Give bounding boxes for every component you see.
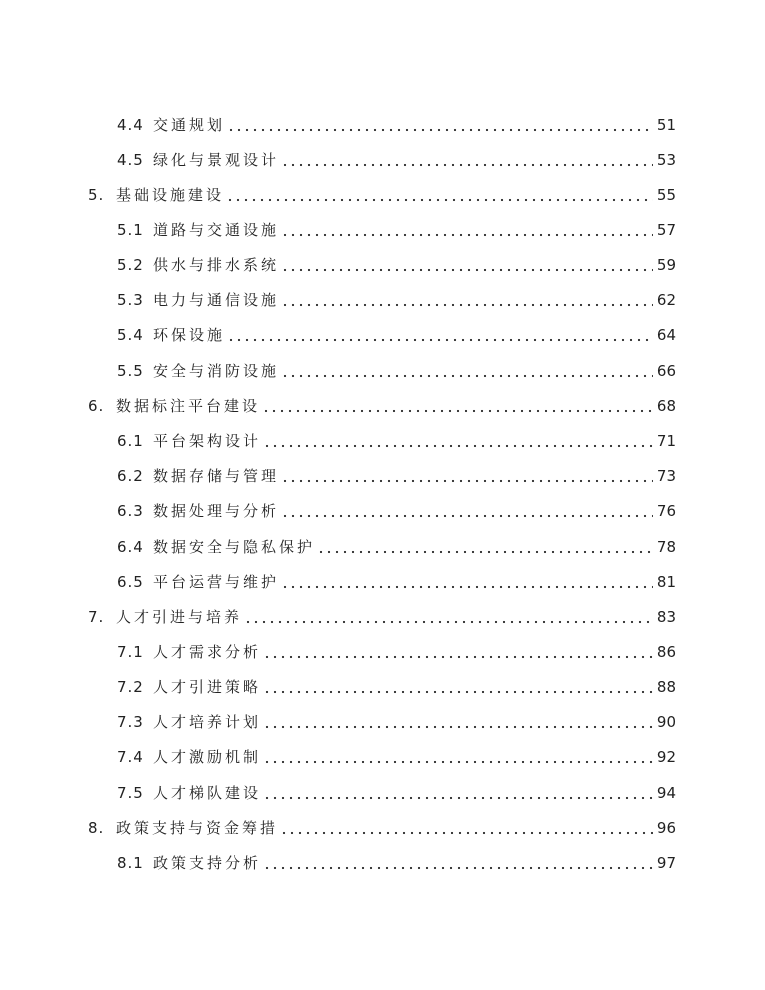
toc-entry-title: 供水与排水系统 [153,256,280,274]
toc-entry-6-1[interactable] [117,430,676,452]
toc-entry-5[interactable] [88,184,676,206]
toc-entry-title: 数据标注平台建设 [116,397,261,415]
toc-entry-8[interactable] [88,817,676,839]
dot-leader [263,746,653,768]
toc-entry-page: 71 [656,432,676,450]
toc-entry-title: 人才梯队建设 [153,784,262,802]
dot-leader [263,676,653,698]
toc-entry-5-5[interactable] [117,360,676,382]
dot-leader [281,254,653,276]
toc-entry-number: 5. [88,186,105,204]
toc-entry-page: 68 [656,397,676,415]
toc-entry-page: 97 [656,854,676,872]
toc-entry-number: 6.4 [117,538,144,556]
toc-entry-title: 平台架构设计 [153,432,262,450]
toc-entry-page: 92 [656,748,676,766]
toc-entry-6-4[interactable] [117,536,676,558]
toc-entry-page: 57 [656,221,676,239]
dot-leader [226,184,653,206]
toc-entry-number: 6.5 [117,573,144,591]
toc-entry-title: 数据存储与管理 [153,467,280,485]
toc-entry-title: 交通规划 [153,116,226,134]
toc-entry-number: 5.2 [117,256,144,274]
dot-leader [263,782,653,804]
dot-leader [281,289,653,311]
toc-entry-title: 人才激励机制 [153,748,262,766]
dot-leader [317,536,653,558]
toc-entry-page: 73 [656,467,676,485]
toc-entry-7-2[interactable] [117,676,676,698]
toc-entry-title: 电力与通信设施 [153,291,280,309]
toc-entry-number: 6.1 [117,432,144,450]
toc-entry-number: 8.1 [117,854,144,872]
dot-leader [281,360,653,382]
dot-leader [280,817,653,839]
toc-entry-number: 7.4 [117,748,144,766]
toc-entry-title: 道路与交通设施 [153,221,280,239]
dot-leader [281,465,653,487]
dot-leader [263,852,653,874]
dot-leader [281,500,653,522]
toc-entry-page: 53 [656,151,676,169]
toc-entry-page: 66 [656,362,676,380]
toc-entry-page: 81 [656,573,676,591]
dot-leader [281,571,653,593]
dot-leader [263,711,653,733]
toc-entry-page: 62 [656,291,676,309]
toc-entry-page: 88 [656,678,676,696]
toc-entry-6-5[interactable] [117,571,676,593]
dot-leader [263,430,653,452]
toc-entry-page: 90 [656,713,676,731]
toc-entry-number: 6.3 [117,502,144,520]
toc-entry-title: 安全与消防设施 [153,362,280,380]
toc-entry-5-1[interactable] [117,219,676,241]
toc-entry-page: 55 [656,186,676,204]
toc-entry-number: 6.2 [117,467,144,485]
toc-entry-title: 数据处理与分析 [153,502,280,520]
toc-entry-number: 7.3 [117,713,144,731]
toc-entry-page: 78 [656,538,676,556]
toc-entry-5-4[interactable] [117,324,676,346]
toc-entry-7-5[interactable] [117,782,676,804]
toc-entry-number: 7.1 [117,643,144,661]
toc-entry-title: 政策支持与资金筹措 [116,819,279,837]
toc-entry-page: 86 [656,643,676,661]
toc-entry-title: 人才引进策略 [153,678,262,696]
toc-entry-number: 8. [88,819,105,837]
dot-leader [281,219,653,241]
toc-entry-5-2[interactable] [117,254,676,276]
toc-entry-title: 基础设施建设 [116,186,225,204]
toc-entry-title: 人才引进与培养 [116,608,243,626]
toc-entry-7-1[interactable] [117,641,676,663]
toc-entry-title: 政策支持分析 [153,854,262,872]
toc-entry-title: 平台运营与维护 [153,573,280,591]
toc-entry-number: 4.4 [117,116,144,134]
toc-entry-page: 59 [656,256,676,274]
dot-leader [263,641,653,663]
dot-leader [227,324,653,346]
toc-entry-4-4[interactable] [117,114,676,136]
toc-entry-page: 64 [656,326,676,344]
toc-entry-7[interactable] [88,606,676,628]
dot-leader [262,395,653,417]
toc-entry-7-4[interactable] [117,746,676,768]
toc-entry-title: 数据安全与隐私保护 [153,538,316,556]
toc-entry-title: 人才培养计划 [153,713,262,731]
toc-entry-6-2[interactable] [117,465,676,487]
toc-entry-title: 环保设施 [153,326,226,344]
dot-leader [244,606,653,628]
toc-entry-number: 4.5 [117,151,144,169]
toc-entry-5-3[interactable] [117,289,676,311]
toc-entry-6-3[interactable] [117,500,676,522]
toc-entry-number: 5.4 [117,326,144,344]
toc-entry-number: 5.5 [117,362,144,380]
dot-leader [281,149,653,171]
toc-entry-title: 人才需求分析 [153,643,262,661]
toc-entry-page: 96 [656,819,676,837]
toc-entry-page: 76 [656,502,676,520]
toc-entry-title: 绿化与景观设计 [153,151,280,169]
toc-entry-number: 6. [88,397,105,415]
dot-leader [227,114,653,136]
toc-entry-page: 94 [656,784,676,802]
toc-entry-number: 7.5 [117,784,144,802]
toc-entry-6[interactable] [88,395,676,417]
toc-entry-page: 51 [656,116,676,134]
toc-entry-number: 7. [88,608,105,626]
toc-entry-page: 83 [656,608,676,626]
toc-entry-7-3[interactable] [117,711,676,733]
toc-entry-8-1[interactable] [117,852,676,874]
toc-entry-number: 5.3 [117,291,144,309]
toc-entry-number: 5.1 [117,221,144,239]
toc-entry-number: 7.2 [117,678,144,696]
toc-entry-4-5[interactable] [117,149,676,171]
